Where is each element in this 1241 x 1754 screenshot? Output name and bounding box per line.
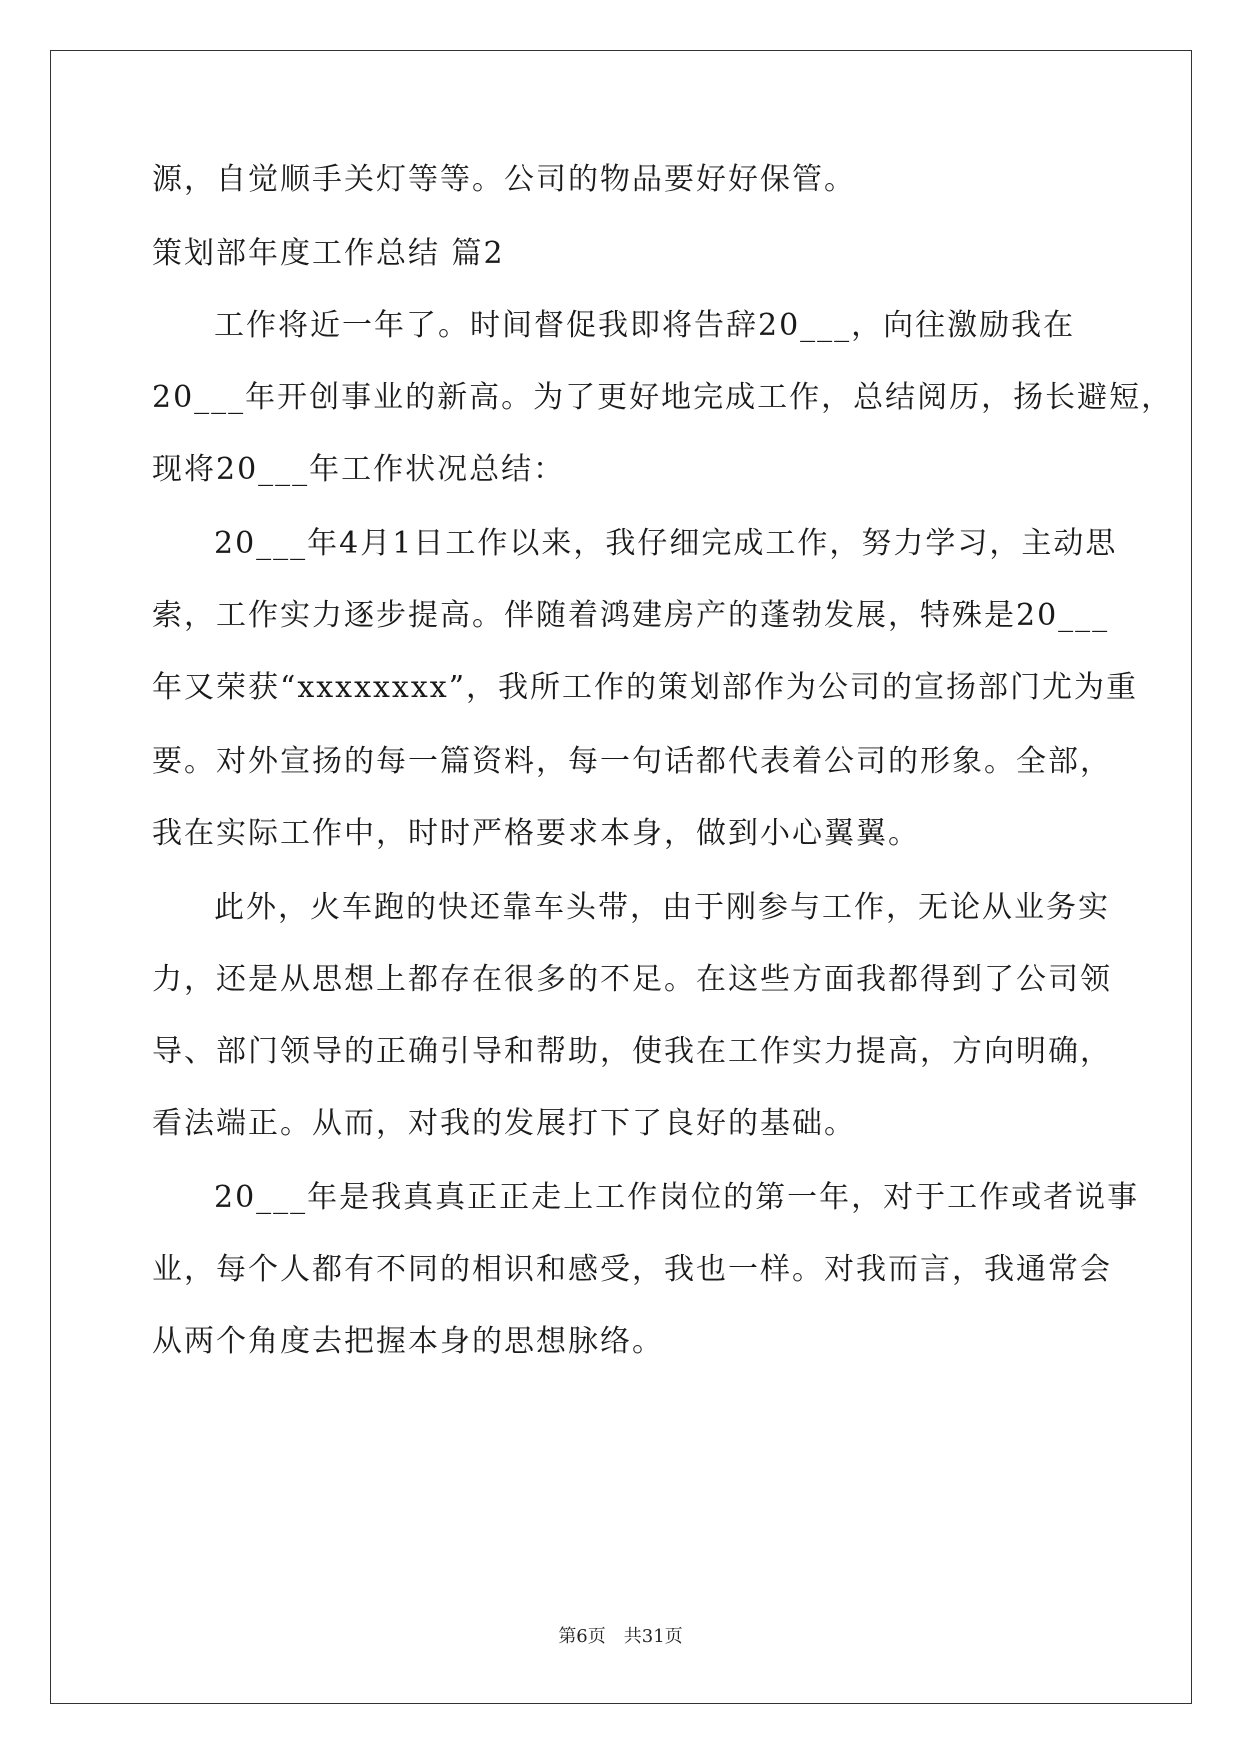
page-footer <box>0 1625 1241 1649</box>
text-line: 20___年是我真真正正走上工作岗位的第一年，对于工作或者说事 <box>214 1180 1140 1215</box>
text-line: 20___年4月1日工作以来，我仔细完成工作，努力学习，主动思 <box>214 526 1118 561</box>
text-line: 要。对外宣扬的每一篇资料，每一句话都代表着公司的形象。全部， <box>152 744 1112 779</box>
text-line: 从两个角度去把握本身的思想脉络。 <box>152 1324 664 1359</box>
text-line: 工作将近一年了。时间督促我即将告辞20___，向往激励我在 <box>214 308 1076 343</box>
text-line: 20___年开创事业的新高。为了更好地完成工作，总结阅历，扬长避短， <box>152 380 1174 415</box>
text-line: 看法端正。从而，对我的发展打下了良好的基础。 <box>152 1106 856 1141</box>
section-heading: 策划部年度工作总结 篇2 <box>152 236 505 271</box>
text-line: 导、部门领导的正确引导和帮助，使我在工作实力提高，方向明确， <box>152 1034 1112 1069</box>
page-border <box>50 50 1192 1704</box>
text-line: 力，还是从思想上都存在很多的不足。在这些方面我都得到了公司领 <box>152 962 1112 997</box>
text-line: 我在实际工作中，时时严格要求本身，做到小心翼翼。 <box>152 816 920 851</box>
page-number-total: 共31页 <box>623 1626 683 1647</box>
text-line: 现将20___年工作状况总结： <box>152 452 566 487</box>
page-number-current: 第6页 <box>558 1626 606 1647</box>
text-line: 源，自觉顺手关灯等等。公司的物品要好好保管。 <box>152 162 856 197</box>
text-line: 业，每个人都有不同的相识和感受，我也一样。对我而言，我通常会 <box>152 1252 1112 1287</box>
text-line: 索，工作实力逐步提高。伴随着鸿建房产的蓬勃发展，特殊是20___ <box>152 598 1110 633</box>
text-line: 此外，火车跑的快还靠车头带，由于刚参与工作，无论从业务实 <box>214 890 1110 925</box>
text-line: 年又荣获“xxxxxxxx”，我所工作的策划部作为公司的宣扬部门尤为重 <box>152 670 1139 705</box>
